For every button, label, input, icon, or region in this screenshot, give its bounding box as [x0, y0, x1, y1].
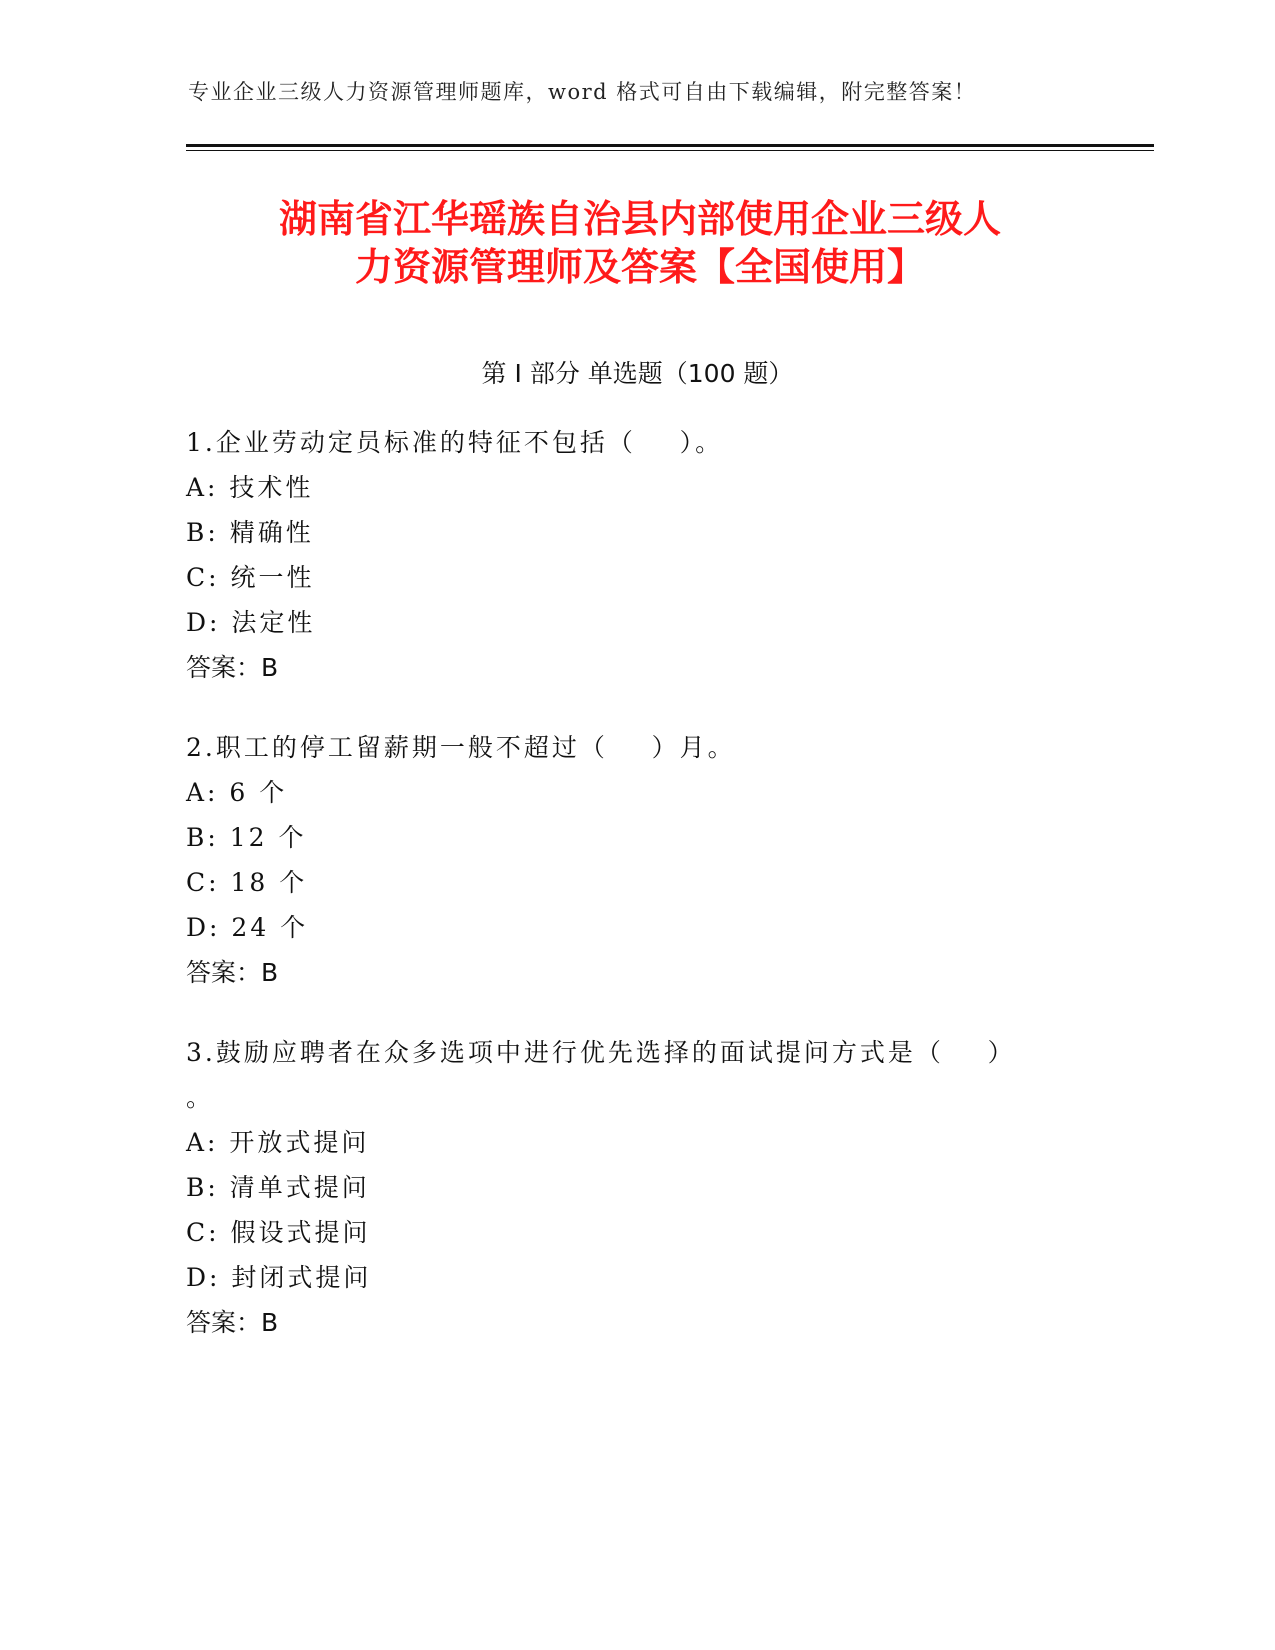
option-b: B: 精确性	[186, 518, 314, 547]
option-c: C: 假设式提问	[186, 1218, 371, 1247]
question-stem: 1.企业劳动定员标准的特征不包括（ ）。	[186, 428, 724, 457]
answer: 答案：B	[186, 653, 279, 682]
title-line-2: 力资源管理师及答案【全国使用】	[354, 245, 925, 289]
option-d: D: 法定性	[186, 608, 316, 637]
option-a: A: 6 个	[186, 778, 288, 807]
question-stem: 2.职工的停工留薪期一般不超过（ ）月。	[186, 733, 736, 762]
option-d: D: 24 个	[186, 913, 309, 942]
question-1	[186, 420, 1086, 690]
option-b: B: 12 个	[186, 823, 307, 852]
option-c: C: 18 个	[186, 868, 308, 897]
question-stem: 3.鼓励应聘者在众多选项中进行优先选择的面试提问方式是（ ）	[186, 1038, 1016, 1067]
question-stem-continuation: 。	[186, 1083, 215, 1112]
title-line-1: 湖南省江华瑶族自治县内部使用企业三级人	[278, 197, 1001, 241]
option-a: A: 开放式提问	[186, 1128, 370, 1157]
question-3	[186, 1030, 1086, 1345]
header-rule-thin	[186, 150, 1154, 151]
header-rule-thick	[186, 144, 1154, 147]
option-c: C: 统一性	[186, 563, 315, 592]
option-a: A: 技术性	[186, 473, 314, 502]
option-b: B: 清单式提问	[186, 1173, 370, 1202]
option-d: D: 封闭式提问	[186, 1263, 372, 1292]
header-note: 专业企业三级人力资源管理师题库，word 格式可自由下载编辑，附完整答案！	[188, 80, 977, 104]
answer: 答案：B	[186, 958, 279, 987]
answer: 答案：B	[186, 1308, 279, 1337]
section-title: 第 I 部分 单选题（100 题）	[481, 359, 794, 388]
question-2	[186, 725, 1086, 995]
document-title	[150, 195, 1130, 291]
